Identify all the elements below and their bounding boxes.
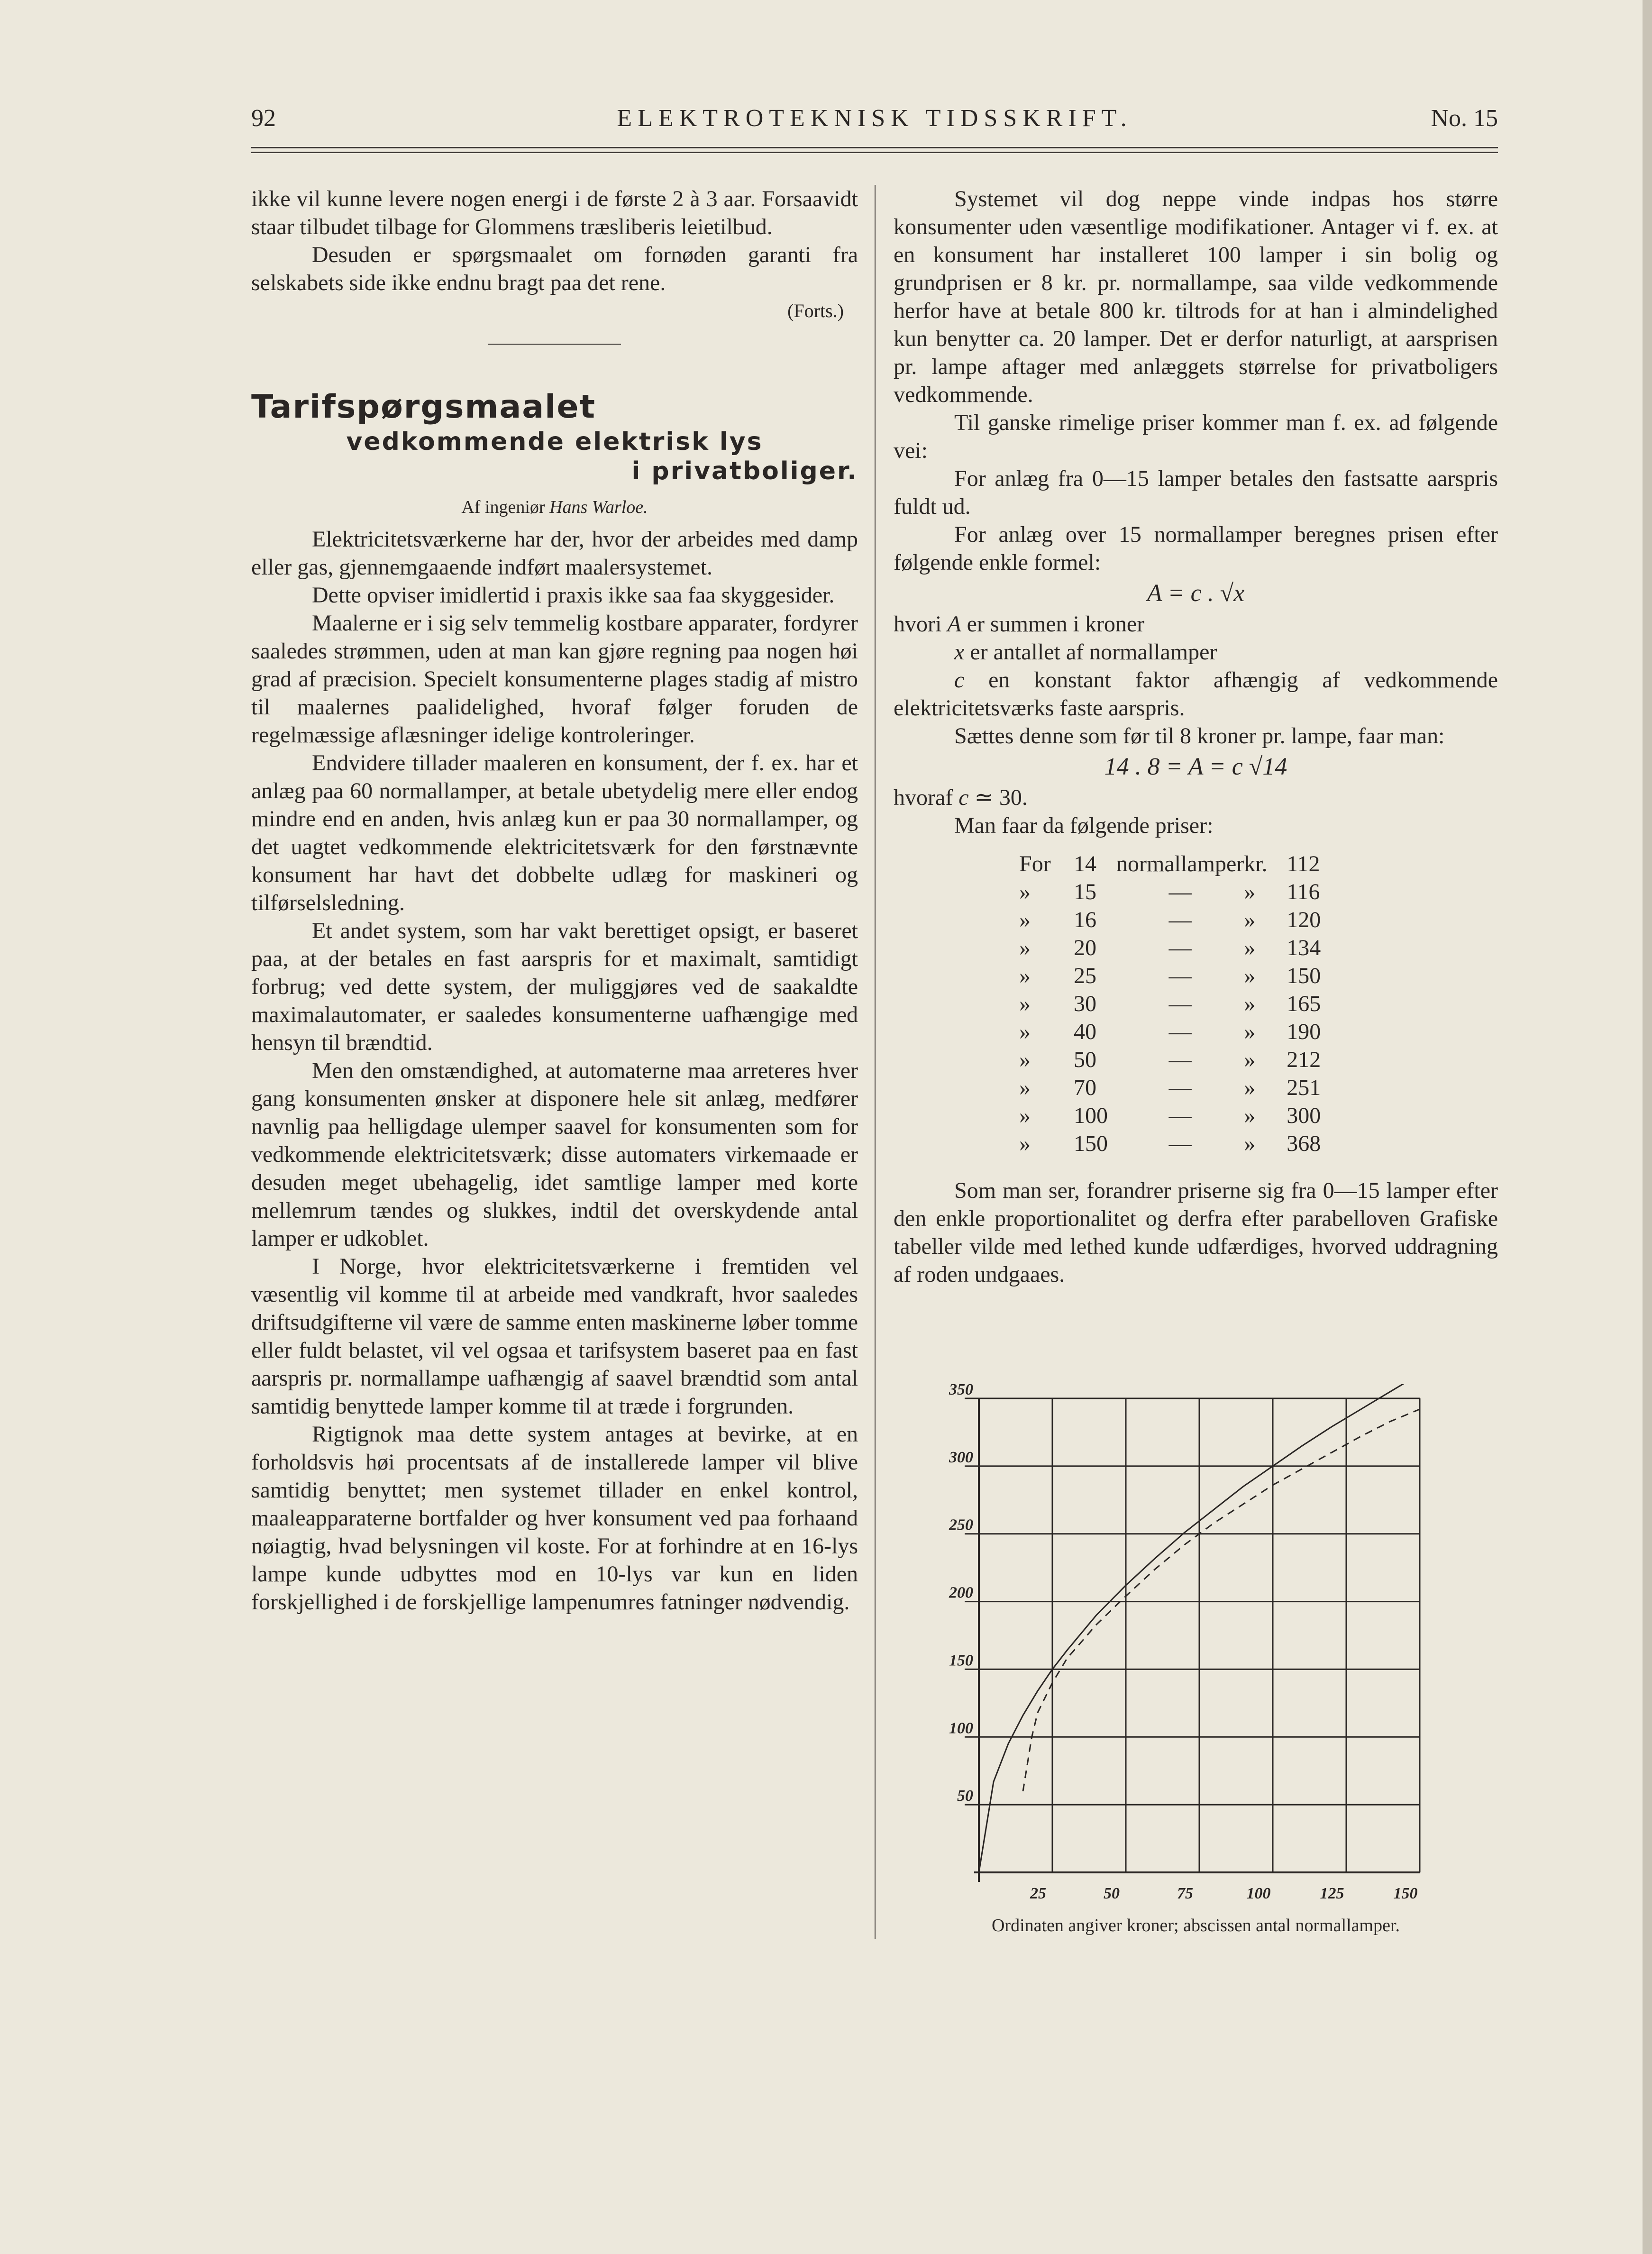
price-cell-price: 212 [1287, 1047, 1321, 1072]
price-cell-kr: » [1244, 1047, 1256, 1072]
y-tick-label: 50 [957, 1787, 973, 1805]
constant-result [894, 784, 1498, 812]
price-cell-prefix: » [1019, 1075, 1031, 1100]
continued-paragraph-1: ikke vil kunne levere nogen energi i de første 2 à 3 aar. Forsaavidt staar tilbudet tilbage for Glommens træsliberis leietilbud. [251, 186, 858, 239]
formula-main: A = c . √x [1147, 580, 1245, 607]
price-chart [894, 1384, 1498, 1935]
price-row [1019, 906, 1321, 934]
price-cell-kr: » [1244, 963, 1256, 988]
symbol-a: A [947, 611, 961, 637]
price-cell-lamps: 16 [1074, 907, 1096, 932]
price-cell-price: 120 [1287, 907, 1321, 932]
paragraph: Elektricitetsværkerne har der, hvor der arbeides med damp eller gas, gjennemgaaende indført maalersystemet. [251, 527, 858, 580]
price-row [1019, 1046, 1321, 1074]
price-table [1019, 850, 1321, 1158]
price-cell-sep: — [1168, 1131, 1192, 1156]
price-cell-sep: — [1168, 907, 1192, 932]
y-tick-label: 100 [949, 1719, 973, 1737]
price-row [1019, 1102, 1321, 1130]
price-cell-lamps: 14 [1074, 851, 1096, 876]
price-cell-sep: — [1168, 1047, 1192, 1072]
price-cell-kr: kr. [1244, 851, 1268, 876]
paragraph: Endvidere tillader maaleren en konsument, der f. ex. har et anlæg paa 60 normallamper, at betale ubetydelig mere eller endog mindre end en anden, hvis anlæg kun er paa 30 normallamper, og det uagtet vedkommende elektricitetsværk for den førstnævnte konsument har havt det dobbelte udlæg for maskineri og tilførselsledning. [251, 750, 858, 915]
price-cell-lamps: 100 [1074, 1103, 1108, 1128]
paragraph: Sættes denne som før til 8 kroner pr. lampe, faar man: [954, 723, 1445, 748]
definition-c [894, 666, 1498, 722]
y-tick-label: 350 [949, 1384, 973, 1398]
paragraph: Til ganske rimelige priser kommer man f. ex. ad følgende vei: [894, 410, 1498, 463]
price-cell-sep: normallamper [1116, 851, 1244, 876]
price-cell-prefix: » [1019, 1103, 1031, 1128]
page-number: 92 [251, 105, 276, 132]
price-cell-sep: — [1168, 963, 1192, 988]
price-cell-kr: » [1244, 907, 1256, 932]
price-cell-sep: — [1168, 879, 1192, 904]
y-tick-label: 150 [949, 1652, 973, 1670]
symbol-c: c [954, 667, 965, 693]
price-cell-kr: » [1244, 879, 1256, 904]
price-row [1019, 1074, 1321, 1102]
definition-x-text: er antallet af normallamper [970, 639, 1217, 665]
continued-marker: (Forts.) [787, 300, 844, 321]
definition-x [894, 638, 1498, 666]
price-cell-kr: » [1244, 1103, 1256, 1128]
continued-paragraph-2: Desuden er spørgsmaalet om fornøden garanti fra selskabets side ikke endnu bragt paa det rene. [251, 242, 858, 295]
left-column [251, 185, 858, 1616]
price-cell-prefix: » [1019, 907, 1031, 932]
price-cell-sep: — [1168, 1075, 1192, 1100]
price-row [1019, 1018, 1321, 1046]
constant-result-prefix: hvoraf [894, 785, 953, 810]
paragraph: Som man ser, forandrer priserne sig fra 0—15 lamper efter den enkle proportionalitet og derfra efter parabelloven Grafiske tabeller vilde med lethed kunde udfærdiges, hvorved uddragning af roden undgaaes. [894, 1178, 1498, 1287]
article-title [251, 387, 858, 486]
paragraph: Men den omstændighed, at automaterne maa arreteres hver gang konsumenten ønsker at disponere hele sit anlæg, medfører navnlig paa helligdage ulemper saavel for konsumenten som for vedkommende elektricitetsværk; disse automaters virkemaade er desuden meget ubehagelig, idet samtlige lamper med korte mellemrum tændes og slukkes, indtil det overskydende antal lamper er udkoblet. [251, 1058, 858, 1251]
price-cell-prefix: » [1019, 1019, 1031, 1044]
header-rule-top [251, 147, 1498, 148]
price-cell-kr: » [1244, 1019, 1256, 1044]
right-column [894, 185, 1498, 1288]
x-tick-label: 100 [1246, 1885, 1271, 1902]
formula-example: 14 . 8 = A = c √14 [1104, 753, 1287, 780]
header-rule-bottom [251, 152, 1498, 153]
section-rule [488, 344, 621, 345]
definition-a-prefix: hvori [894, 611, 942, 637]
price-cell-kr: » [1244, 1075, 1256, 1100]
price-cell-price: 300 [1287, 1103, 1321, 1128]
x-tick-label: 125 [1320, 1885, 1344, 1902]
paragraph: For anlæg fra 0—15 lamper betales den fastsatte aarspris fuldt ud. [894, 466, 1498, 519]
chart-svg [894, 1384, 1498, 1906]
price-cell-price: 165 [1287, 991, 1321, 1016]
definition-c-text: en konstant faktor afhængig af vedkommende elektricitetsværks faste aarspris. [894, 667, 1498, 721]
definition-a [894, 610, 1498, 638]
x-tick-label: 75 [1177, 1885, 1193, 1902]
paragraph: Maalerne er i sig selv temmelig kostbare apparater, fordyrer saaledes strømmen, uden at man kan gjøre regning paa nogen høi grad af præcision. Specielt konsumenterne plages stadig af mistro til maalernes paalidelighed, hvoraf følger foruden de regelmæssige aflæsninger idelige kontroleringer. [251, 611, 858, 748]
paragraph: Man faar da følgende priser: [954, 813, 1214, 838]
paragraph: For anlæg over 15 normallamper beregnes prisen efter følgende enkle formel: [894, 522, 1498, 575]
price-cell-lamps: 70 [1074, 1075, 1096, 1100]
price-cell-prefix: » [1019, 963, 1031, 988]
x-tick-label: 50 [1104, 1885, 1120, 1902]
paragraph: Rigtignok maa dette system antages at bevirke, at en forholdsvis høi procentsats af de installerede lamper vil blive samtidig benyttet; men systemet tillader en enkel kontrol, maaleapparaterne bortfalder og hver konsument ved paa forhaand nøiagtig, hvad belysningen vil koste. For at forhindre at en 16-lys lampe kunde udbyttes mod en 10-lys var kun en liden forskjellighed i de forskjellige lampenumres fatninger nødvendig. [251, 1422, 858, 1615]
price-cell-lamps: 20 [1074, 935, 1096, 960]
article-title-line-2: vedkommende elektrisk lys [346, 428, 763, 456]
price-row [1019, 1130, 1321, 1158]
price-cell-prefix: » [1019, 935, 1031, 960]
symbol-x: x [954, 639, 965, 665]
price-cell-prefix: » [1019, 991, 1031, 1016]
price-row [1019, 878, 1321, 906]
paragraph: I Norge, hvor elektricitetsværkerne i fremtiden vel væsentlig vil komme til at arbeide med vandkraft, hvor saaledes driftsudgifterne vil være de samme enten maskinerne løber tomme eller fuldt belastet, vil vel ogsaa et tarifsystem baseret paa en fast aarspris pr. normallampe uafhængig af saavel brændtid som antal samtidig benyttede lamper komme til at træde i forgrunden. [251, 1254, 858, 1419]
price-row [1019, 850, 1321, 878]
price-row [1019, 990, 1321, 1018]
price-cell-sep: — [1168, 991, 1192, 1016]
price-cell-price: 150 [1287, 963, 1321, 988]
price-cell-prefix: For [1019, 851, 1051, 876]
byline-prefix: Af ingeniør [461, 497, 545, 517]
column-divider [875, 185, 876, 1939]
price-cell-kr: » [1244, 935, 1256, 960]
price-cell-sep: — [1168, 1019, 1192, 1044]
price-cell-lamps: 15 [1074, 879, 1096, 904]
journal-title: ELEKTROTEKNISK TIDSSKRIFT. [617, 105, 1132, 132]
issue-number: No. 15 [1431, 105, 1498, 132]
price-cell-lamps: 40 [1074, 1019, 1096, 1044]
constant-result-value: ≃ 30. [974, 785, 1028, 810]
price-row [1019, 934, 1321, 962]
price-cell-kr: » [1244, 1131, 1256, 1156]
x-tick-label: 25 [1030, 1885, 1046, 1902]
price-cell-price: 368 [1287, 1131, 1321, 1156]
chart-caption: Ordinaten angiver kroner; abscissen antal normallamper. [991, 1916, 1400, 1935]
paragraph: Systemet vil dog neppe vinde indpas hos større konsumenter uden væsentlige modifikationer. Antager vi f. ex. at en konsument har installeret 100 lamper i sin bolig og grundprisen er 8 kr. pr. normallampe, saa vilde vedkommende herfor have at betale 800 kr. tiltrods for at han i almindelighed kun benytter ca. 20 lamper. Det er derfor naturligt, at aarsprisen pr. lampe aftager med anlæggets størrelse for privatboligers vedkommende. [894, 186, 1498, 407]
price-cell-price: 134 [1287, 935, 1321, 960]
price-cell-prefix: » [1019, 1047, 1031, 1072]
y-tick-label: 300 [949, 1448, 973, 1466]
byline [251, 493, 858, 521]
byline-author: Hans Warloe. [549, 497, 648, 517]
definition-a-text: er summen i kroner [967, 611, 1145, 637]
x-tick-label: 150 [1393, 1885, 1418, 1902]
price-cell-price: 251 [1287, 1075, 1321, 1100]
price-cell-price: 112 [1287, 851, 1320, 876]
symbol-c: c [958, 785, 969, 810]
article-title-line-1: Tarifspørgsmaalet [251, 388, 596, 426]
page-header [251, 104, 1498, 142]
price-cell-lamps: 25 [1074, 963, 1096, 988]
page-edge [1643, 0, 1652, 2254]
price-cell-prefix: » [1019, 879, 1031, 904]
y-tick-label: 200 [949, 1584, 973, 1602]
price-cell-lamps: 150 [1074, 1131, 1108, 1156]
y-tick-label: 250 [949, 1516, 973, 1534]
price-row [1019, 962, 1321, 990]
article-title-line-3: i privatboliger. [631, 457, 858, 485]
price-cell-sep: — [1168, 935, 1192, 960]
price-cell-prefix: » [1019, 1131, 1031, 1156]
price-cell-lamps: 50 [1074, 1047, 1096, 1072]
price-cell-price: 190 [1287, 1019, 1321, 1044]
price-cell-sep: — [1168, 1103, 1192, 1128]
price-cell-price: 116 [1287, 879, 1320, 904]
price-cell-lamps: 30 [1074, 991, 1096, 1016]
price-cell-kr: » [1244, 991, 1256, 1016]
paragraph: Dette opviser imidlertid i praxis ikke saa faa skyggesider. [312, 583, 835, 608]
paragraph: Et andet system, som har vakt berettiget opsigt, er baseret paa, at der betales en fast aarspris for et maximalt, samtidigt forbrug; ved dette system, der muliggjøres ved de saakaldte maximalautomater, er saaledes konsumenterne uafhængige med hensyn til brændtid. [251, 918, 858, 1055]
